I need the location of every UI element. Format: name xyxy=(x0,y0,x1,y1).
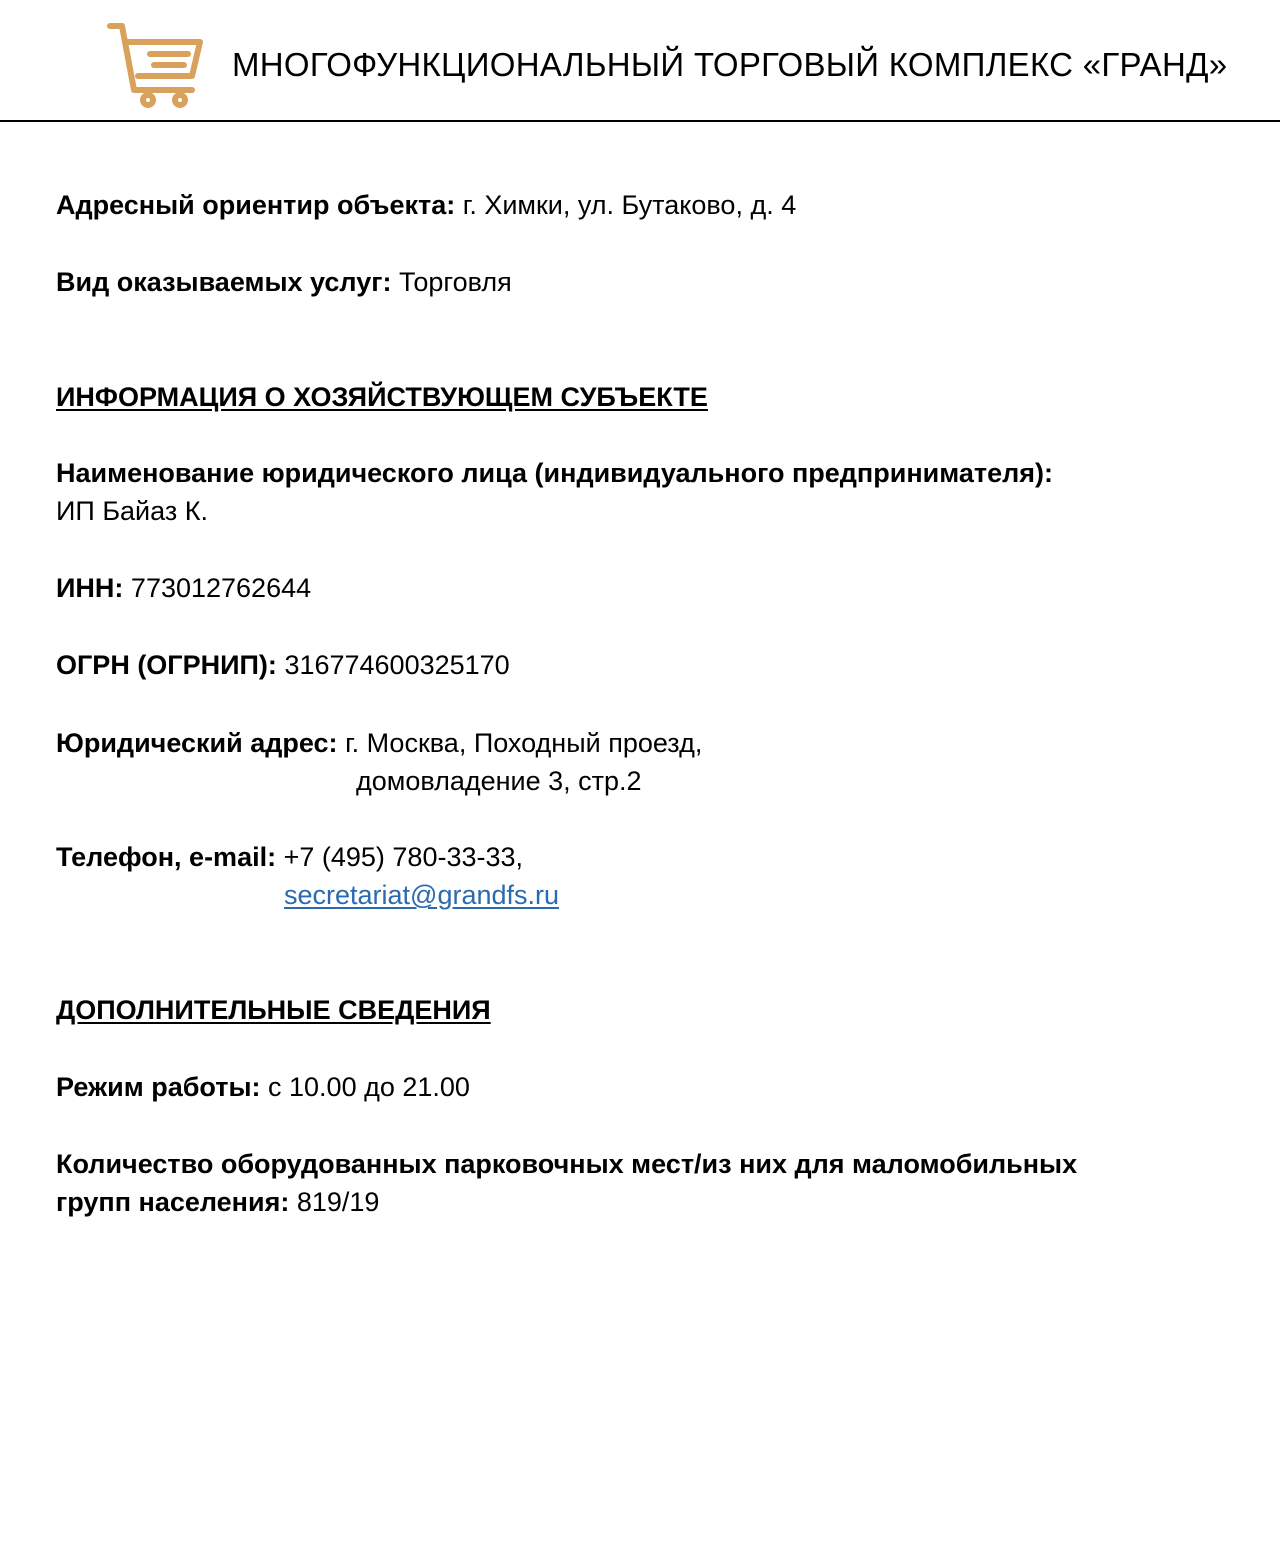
contact-label: Телефон, e-mail: xyxy=(56,842,277,872)
ogrn-value: 316774600325170 xyxy=(284,650,510,680)
entity-section-heading: ИНФОРМАЦИЯ О ХОЗЯЙСТВУЮЩЕМ СУБЪЕКТЕ xyxy=(56,382,708,412)
shopping-cart-icon xyxy=(104,18,208,110)
service-label: Вид оказываемых услуг: xyxy=(56,267,392,297)
entity-name-label: Наименование юридического лица (индивидуального предпринимателя): xyxy=(56,458,1053,488)
address-value: г. Химки, ул. Бутаково, д. 4 xyxy=(462,190,797,220)
page-title: МНОГОФУНКЦИОНАЛЬНЫЙ ТОРГОВЫЙ КОМПЛЕКС «ГРАНД» xyxy=(232,46,1228,83)
phone-value: +7 (495) 780-33-33, xyxy=(283,842,524,872)
extra-section-heading: ДОПОЛНИТЕЛЬНЫЕ СВЕДЕНИЯ xyxy=(56,995,491,1025)
address-label: Адресный ориентир объекта: xyxy=(56,190,456,220)
email-row xyxy=(284,876,559,914)
email-link[interactable]: secretariat@grandfs.ru xyxy=(284,880,560,910)
contact-row xyxy=(56,838,523,876)
inn-label: ИНН: xyxy=(56,573,124,603)
legal-address-line2: домовладение 3, стр.2 xyxy=(356,766,642,796)
service-row xyxy=(56,263,512,301)
legal-address-line1: г. Москва, Походный проезд, xyxy=(345,728,703,758)
hours-row xyxy=(56,1068,470,1106)
ogrn-row xyxy=(56,646,510,684)
parking-label-line2: групп населения: xyxy=(56,1187,290,1217)
page-header xyxy=(0,0,1280,122)
inn-row xyxy=(56,569,311,607)
parking-label-line1: Количество оборудованных парковочных мест/из них для маломобильных xyxy=(56,1149,1078,1179)
parking-value: 819/19 xyxy=(296,1187,380,1217)
entity-name-row xyxy=(56,454,1053,530)
hours-value: с 10.00 до 21.00 xyxy=(268,1072,470,1102)
inn-value: 773012762644 xyxy=(130,573,312,603)
service-value: Торговля xyxy=(398,267,512,297)
address-row xyxy=(56,186,796,224)
entity-name-value: ИП Байаз К. xyxy=(56,496,208,526)
parking-row xyxy=(56,1145,1077,1221)
ogrn-label: ОГРН (ОГРНИП): xyxy=(56,650,277,680)
legal-address-row xyxy=(56,724,702,762)
hours-label: Режим работы: xyxy=(56,1072,261,1102)
legal-address-label: Юридический адрес: xyxy=(56,728,338,758)
